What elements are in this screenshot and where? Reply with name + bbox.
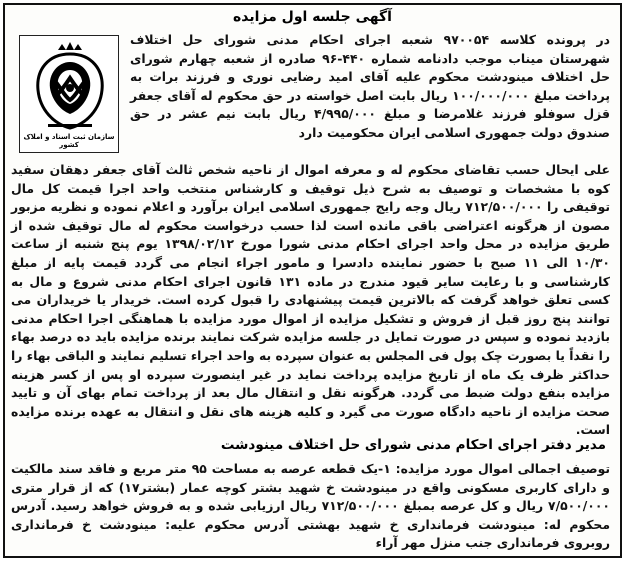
- paragraph-main: علی ایحال حسب تقاضای محکوم له و معرفه اموال از ناحیه شخص ثالث آقای جعفر دهقان سفید کوه با مشخصات و توصیف به شرح ذیل توقیف و کارشناس منتخب واحد اجرا قیمت کل مال توقیفی را ۷۱۲/۵۰۰/۰۰۰ ریال وجه رایج جمهوری اسلامی ایران برآورد و اعلام نموده و نظریه مزبور مصون از هرگونه اعتراضی باقی مانده است لذا حسب درخواست محکوم له مال توقیف شده از طریق مزایده در محل واحد اجرای احکام مدنی شورا مورخ ۱۳۹۸/۰۲/۱۲ یوم پنج شنبه از ساعت ۱۰/۳۰ الی ۱۱ صبح با حضور نماینده دادسرا و مامور اجراء انجام می گردد قیمت پایه از مبلغ کارشناسی و با رعایت سایر قیود مندرج در ماده ۱۳۱ قانون اجرای احکام مدنی شروع و مال به کسی تعلق خواهد گرفت که بالاترین قیمت پیشنهادی را قبول کرده است. خریدار یا خریداران می توانند پنج روز قبل از فروش و تشکیل مزایده از اموال مورد مزایده با هماهنگی اجرا احکام مدنی بازدید نموده و سپس در صورت تمایل در جلسه مزایده شرکت نمایند برنده مزایده باید ده درصد بهاء را نقداً یا بصورت چک پول فی المجلس به عنوان سپرده به واحد اجراء تسلیم نمایند و الباقی بهاء را حداکثر ظرف یک ماه از تاریخ مزایده پرداخت نماید در غیر اینصورت سپرده او پس از کسر هزینه مزایده بنفع دولت ضبط می گردد. هرگونه نقل و انتقال مال بعد از پرداخت تمام بهای آن و تایید صحت مزایده از ناحیه دادگاه صورت می گیرد و کلیه هزینه های نقل و انتقال به عهده برنده مزایده است.: [11, 162, 610, 438]
- notice-title: آگهی جلسه اول مزایده: [233, 9, 392, 25]
- judiciary-emblem-icon: [28, 40, 112, 138]
- paragraph-description: توصیف اجمالی اموال مورد مزایده: ۱-یک قطعه عرصه به مساحت ۹۵ متر مربع و فاقد سند مالکیت و دارای کاربری مسکونی واقع در مینودشت خ شهید بشتر کوچه عمار (بشتر۱۷) که از قرار متری ۷/۵۰۰/۰۰۰ ریال و کل عرصه بمبلغ ۷۱۲/۵۰۰/۰۰۰ ریال ارزیابی شده و به فروش خواهد رسید. آدرس محکوم له: مینودشت فرمانداری خ شهید بهشتی آدرس محکوم علیه: مینودشت خ فرمانداری روبروی فرمانداری جنب منزل مهر آراء: [11, 461, 610, 551]
- logo-caption: سازمان ثبت اسناد و املاک کشور: [23, 133, 115, 149]
- footer-title: مدیر دفتر اجرای احکام مدنی شورای حل اختلاف مینودشت: [220, 437, 606, 453]
- auction-notice: [3, 3, 622, 558]
- paragraph-top: در پرونده کلاسه ۹۷۰۰۵۴ شعبه اجرای احکام مدنی شورای حل اختلاف شهرستان میناب موجب دادنامه شماره ۴۴۰-۹۶ صادره از شعبه چهارم شورای حل اختلاف مینودشت محکوم علیه آقای امید رضایی نوری و فرزند برات به پرداخت مبلغ ۱۰۰/۰۰۰/۰۰۰ ریال بابت اصل خواسته در حق محکوم له آقای جعفر قزل سوفلو فرزند غلامرضا و مبلغ ۴/۹۹۵/۰۰۰ ریال بابت نیم عشر در حق صندوق دولت جمهوری اسلامی ایران محکومیت دارد: [130, 32, 610, 140]
- logo-box: [19, 35, 119, 153]
